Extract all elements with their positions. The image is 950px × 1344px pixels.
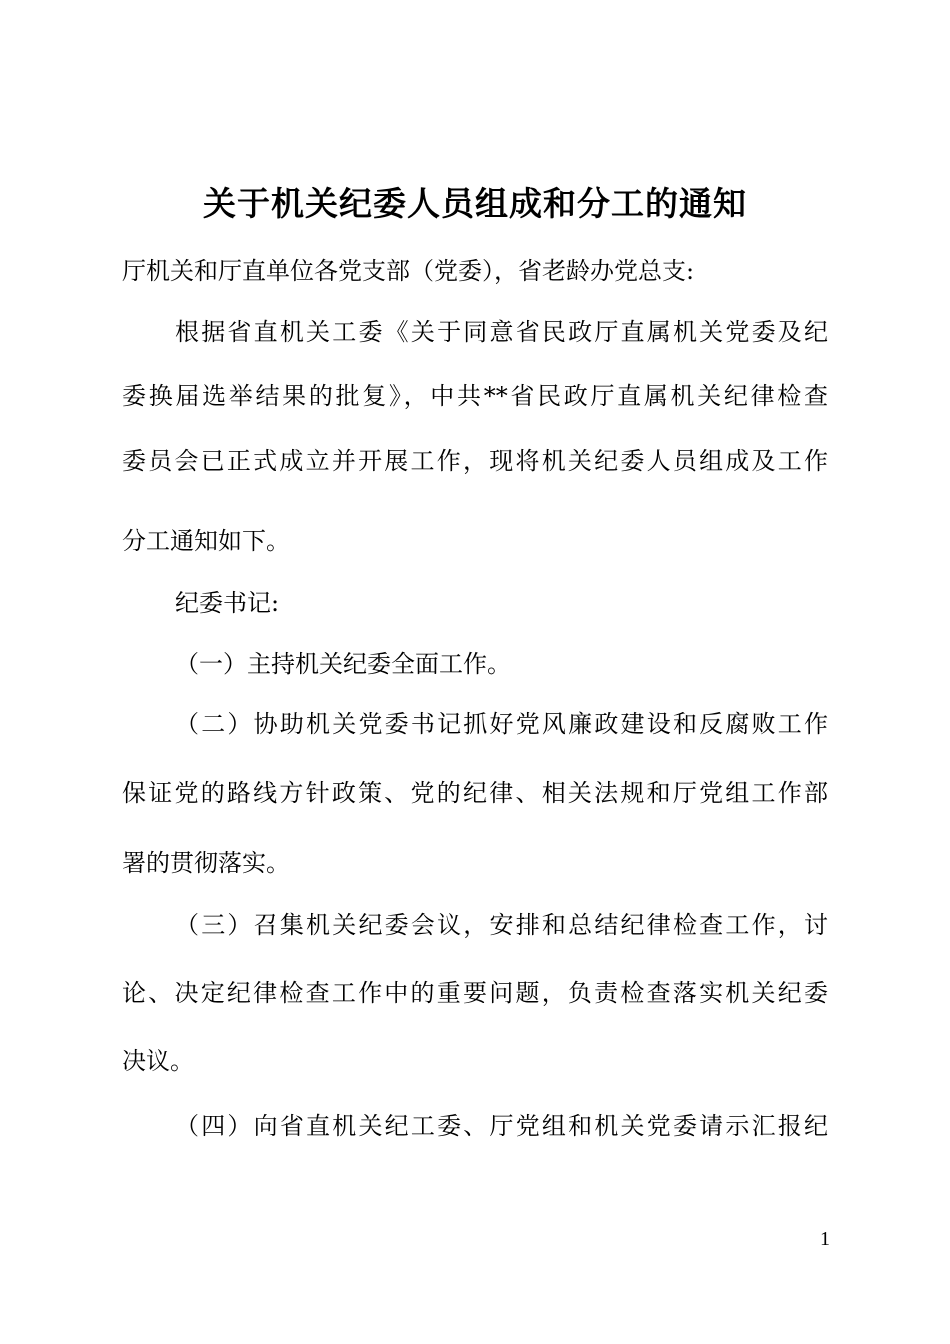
paragraph-line: 署的贯彻落实。 [122,849,290,877]
paragraph-line: 保证党的路线方针政策、党的纪律、相关法规和厅党组工作部 [122,779,828,807]
list-item: （三）召集机关纪委会议，安排和总结纪律检查工作，讨 [175,911,828,939]
paragraph-line: 根据省直机关工委《关于同意省民政厅直属机关党委及纪 [175,318,828,346]
list-item: （二）协助机关党委书记抓好党风廉政建设和反腐败工作 [175,710,828,738]
paragraph-line: 分工通知如下。 [122,527,290,555]
document-title: 关于机关纪委人员组成和分工的通知 [203,184,747,223]
list-item: （四）向省直机关纪工委、厅党组和机关党委请示汇报纪 [175,1112,828,1140]
paragraph-line: 论、决定纪律检查工作中的重要问题，负责检查落实机关纪委 [122,979,828,1007]
paragraph-line: 决议。 [122,1047,194,1075]
section-heading: 纪委书记: [175,589,280,617]
paragraph-line: 委换届选举结果的批复》，中共**省民政厅直属机关纪律检查 [122,382,828,410]
salutation: 厅机关和厅直单位各党支部（党委），省老龄办党总支: [122,257,695,285]
page-number: 1 [820,1228,830,1250]
list-item: （一）主持机关纪委全面工作。 [175,650,511,678]
paragraph-line: 委员会已正式成立并开展工作，现将机关纪委人员组成及工作 [122,447,828,475]
